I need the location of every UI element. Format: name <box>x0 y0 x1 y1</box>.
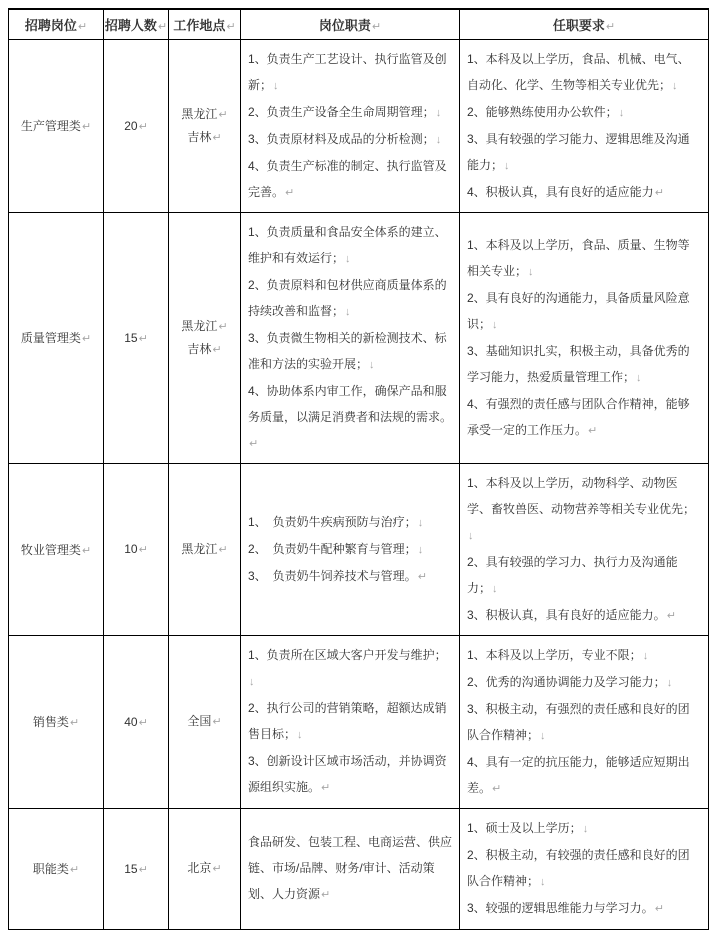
responsibilities-cell <box>241 463 460 635</box>
linebreak-mark: ↓ <box>492 318 498 331</box>
header-location <box>169 9 241 39</box>
position-label: 销售类 <box>32 715 69 729</box>
paragraph <box>248 153 452 206</box>
paragraph-mark: ↵ <box>218 108 228 121</box>
paragraph-text: 3、负责原材料及成品的分析检测； <box>248 131 435 146</box>
paragraph-text: 4、协助体系内审工作，确保产品和服务质量，以满足消费者和法规的需求。 <box>248 383 453 424</box>
position-cell <box>9 808 104 929</box>
paragraph <box>467 470 701 549</box>
responsibilities-cell <box>241 212 460 463</box>
location-label: 黑龙江 <box>181 318 218 333</box>
headcount-value: 10 <box>124 542 138 556</box>
responsibilities-cell <box>241 39 460 212</box>
linebreak-mark: ↓ <box>582 823 589 835</box>
linebreak-mark: ↓ <box>528 265 534 278</box>
linebreak-mark: ↓ <box>273 79 279 92</box>
paragraph-mark: ↵ <box>69 864 80 876</box>
headcount-cell <box>104 39 169 212</box>
linebreak-mark: ↓ <box>618 106 625 119</box>
paragraph <box>248 829 452 908</box>
paragraph-mark: ↵ <box>666 609 676 622</box>
paragraph-text: 4、具有一定的抗压能力，能够适应短期出差。 <box>467 754 690 795</box>
headcount-cell <box>104 635 169 808</box>
linebreak-mark: ↓ <box>672 79 678 92</box>
linebreak-mark: ↓ <box>417 516 424 529</box>
paragraph-mark: ↵ <box>285 186 295 199</box>
paragraph-mark: ↵ <box>417 570 427 583</box>
location-cell <box>169 463 241 635</box>
paragraph-text: 1、负责质量和食品安全体系的建立、维护和有效运行； <box>248 224 447 265</box>
headcount-cell <box>104 463 169 635</box>
paragraph <box>248 536 452 563</box>
header-position-label: 招聘岗位 <box>24 17 77 33</box>
paragraph <box>467 696 701 749</box>
linebreak-mark: ↓ <box>435 106 442 119</box>
paragraph <box>467 99 701 126</box>
linebreak-mark: ↓ <box>297 729 303 741</box>
paragraph <box>467 895 701 922</box>
paragraph-mark: ↵ <box>218 543 228 556</box>
linebreak-mark: ↓ <box>540 876 546 888</box>
location-label: 吉林 <box>187 129 212 144</box>
paragraph <box>248 695 452 748</box>
position-cell <box>9 635 104 808</box>
paragraph-text: 1、本科及以上学历，动物科学、动物医学、畜牧兽医、动物营养等相关专业优先； <box>467 475 696 516</box>
position-cell <box>9 39 104 212</box>
location-line <box>169 103 240 126</box>
headcount-value: 15 <box>124 330 138 345</box>
header-responsibilities-label: 岗位职责 <box>318 17 371 33</box>
paragraph-mark: ↵ <box>138 863 148 876</box>
paragraph-mark: ↵ <box>212 716 222 728</box>
paragraph <box>467 642 701 669</box>
paragraph-mark: ↵ <box>138 120 148 133</box>
paragraph <box>467 842 701 895</box>
position-label: 生产管理类 <box>20 119 81 133</box>
paragraph <box>248 126 452 153</box>
paragraph <box>248 748 452 801</box>
linebreak-mark: ↓ <box>636 371 642 384</box>
paragraph-text: 3、具有较强的学习能力、逻辑思维及沟通能力； <box>467 131 690 172</box>
paragraph-mark: ↵ <box>226 20 236 33</box>
linebreak-mark: ↓ <box>369 358 375 371</box>
headcount-value: 15 <box>124 861 138 876</box>
paragraph <box>467 179 701 206</box>
paragraph-text: 3、积极认真，具有良好的适应能力。 <box>467 607 666 622</box>
linebreak-mark: ↓ <box>492 582 498 595</box>
paragraph-mark: ↵ <box>371 20 382 33</box>
location-label: 北京 <box>187 861 212 875</box>
paragraph-text: 3、较强的逻辑思维能力与学习力。 <box>467 901 654 915</box>
paragraph <box>467 285 701 338</box>
paragraph-mark: ↵ <box>81 544 92 557</box>
requirements-cell <box>460 808 709 929</box>
paragraph-mark: ↵ <box>212 131 222 144</box>
paragraph-text: 2、负责生产设备全生命周期管理； <box>248 104 435 119</box>
location-line <box>169 538 240 561</box>
paragraph <box>248 378 452 457</box>
linebreak-mark: ↓ <box>504 159 510 172</box>
paragraph-text: 3、创新设计区域市场活动，并协调资源组织实施。 <box>248 754 447 794</box>
header-position <box>9 9 104 39</box>
paragraph-text: 3、 负责奶牛饲养技术与管理。 <box>248 568 417 583</box>
paragraph <box>467 549 701 602</box>
linebreak-mark: ↓ <box>249 676 255 688</box>
position-cell <box>9 212 104 463</box>
linebreak-mark: ↓ <box>540 729 546 742</box>
responsibilities-cell <box>241 808 460 929</box>
paragraph-text: 4、有强烈的责任感与团队合作精神，能够承受一定的工作压力。 <box>467 396 690 437</box>
paragraph-text: 3、负责微生物相关的新检测技术、标准和方法的实验开展； <box>248 330 447 371</box>
paragraph <box>248 99 452 126</box>
header-headcount-label: 招聘人数 <box>104 17 157 33</box>
requirements-cell <box>460 635 709 808</box>
paragraph-text: 3、积极主动，有强烈的责任感和良好的团队合作精神； <box>467 701 690 742</box>
table-row <box>9 463 709 635</box>
paragraph <box>467 602 701 629</box>
paragraph-mark: ↵ <box>492 782 502 795</box>
position-label: 牧业管理类 <box>20 542 81 557</box>
paragraph <box>248 219 452 272</box>
linebreak-mark: ↓ <box>435 133 442 146</box>
position-cell <box>9 463 104 635</box>
paragraph-mark: ↵ <box>77 20 88 33</box>
linebreak-mark: ↓ <box>417 543 424 556</box>
paragraph <box>467 46 701 99</box>
paragraph <box>248 325 452 378</box>
paragraph-mark: ↵ <box>138 716 148 729</box>
location-cell <box>169 212 241 463</box>
paragraph <box>467 232 701 285</box>
location-cell <box>169 39 241 212</box>
location-line <box>169 338 240 361</box>
location-label: 黑龙江 <box>181 106 218 121</box>
paragraph-text: 4、负责生产标准的制定、执行监管及完善。 <box>248 158 447 199</box>
paragraph-text: 1、硕士及以上学历； <box>467 821 582 835</box>
table-row <box>9 39 709 212</box>
requirements-cell <box>460 212 709 463</box>
table-row <box>9 635 709 808</box>
header-headcount <box>104 9 169 39</box>
paragraph <box>248 272 452 325</box>
paragraph-mark: ↵ <box>81 121 92 133</box>
location-cell <box>169 635 241 808</box>
requirements-cell <box>460 39 709 212</box>
headcount-cell <box>104 808 169 929</box>
header-row <box>9 9 709 39</box>
paragraph-mark: ↵ <box>321 889 331 901</box>
paragraph-text: 1、 负责奶牛疾病预防与治疗； <box>248 514 417 529</box>
paragraph-mark: ↵ <box>81 333 92 345</box>
recruitment-table <box>8 8 709 930</box>
paragraph-text: 1、本科及以上学历，食品、机械、电气、自动化、化学、生物等相关专业优先； <box>467 51 690 92</box>
headcount-cell <box>104 212 169 463</box>
paragraph-mark: ↵ <box>212 343 222 356</box>
header-requirements <box>460 9 709 39</box>
paragraph <box>467 815 701 842</box>
paragraph-mark: ↵ <box>654 903 664 915</box>
paragraph-text: 3、基础知识扎实，积极主动，具备优秀的学习能力，热爱质量管理工作； <box>467 343 690 384</box>
paragraph-mark: ↵ <box>588 424 598 437</box>
paragraph-text: 食品研发、包装工程、电商运营、供应链、市场/品牌、财务/审计、活动策划、人力资源 <box>248 835 453 901</box>
paragraph <box>467 338 701 391</box>
paragraph <box>248 46 452 99</box>
location-cell <box>169 808 241 929</box>
paragraph-text: 2、 负责奶牛配种繁育与管理； <box>248 541 417 556</box>
paragraph <box>248 642 452 695</box>
paragraph-text: 2、能够熟练使用办公软件； <box>467 104 618 119</box>
paragraph-mark: ↵ <box>138 332 148 345</box>
table-row <box>9 808 709 929</box>
responsibilities-cell <box>241 635 460 808</box>
paragraph-text: 1、本科及以上学历，食品、质量、生物等相关专业； <box>467 237 690 278</box>
paragraph-text: 1、本科及以上学历，专业不限； <box>467 647 642 662</box>
paragraph-text: 1、负责生产工艺设计、执行监管及创新； <box>248 51 447 92</box>
location-line <box>169 315 240 338</box>
paragraph <box>248 563 452 590</box>
header-requirements-label: 任职要求 <box>552 17 605 33</box>
paragraph-mark: ↵ <box>249 437 259 450</box>
position-label: 职能类 <box>32 862 69 876</box>
paragraph <box>467 126 701 179</box>
paragraph-text: 2、具有较强的学习力、执行力及沟通能力； <box>467 554 678 595</box>
location-line <box>169 710 240 733</box>
headcount-value: 20 <box>124 118 138 133</box>
paragraph-text: 2、具有良好的沟通能力，具备质量风险意识； <box>467 290 690 331</box>
paragraph-mark: ↵ <box>69 717 80 729</box>
paragraph-mark: ↵ <box>138 544 148 556</box>
linebreak-mark: ↓ <box>345 252 351 265</box>
paragraph-text: 2、执行公司的营销策略，超额达成销售目标； <box>248 701 447 741</box>
paragraph <box>467 391 701 444</box>
requirements-cell <box>460 463 709 635</box>
paragraph-text: 2、负责原料和包材供应商质量体系的持续改善和监督； <box>248 277 447 318</box>
location-line <box>169 126 240 149</box>
paragraph-mark: ↵ <box>321 782 331 794</box>
paragraph-text: 2、优秀的沟通协调能力及学习能力； <box>467 674 666 689</box>
paragraph-mark: ↵ <box>605 20 616 33</box>
paragraph <box>467 749 701 802</box>
paragraph <box>248 509 452 536</box>
paragraph-mark: ↵ <box>654 186 664 199</box>
paragraph-mark: ↵ <box>157 20 168 33</box>
table-row <box>9 212 709 463</box>
location-label: 吉林 <box>187 341 212 356</box>
paragraph-text: 2、积极主动，有较强的责任感和良好的团队合作精神； <box>467 848 690 888</box>
paragraph-text: 4、积极认真，具有良好的适应能力 <box>467 184 654 199</box>
position-label: 质量管理类 <box>20 331 81 345</box>
headcount-value: 40 <box>124 714 138 729</box>
paragraph <box>467 669 701 696</box>
linebreak-mark: ↓ <box>666 676 673 689</box>
header-responsibilities <box>241 9 460 39</box>
paragraph-mark: ↵ <box>212 863 222 875</box>
linebreak-mark: ↓ <box>642 649 649 662</box>
paragraph-text: 1、负责所在区域大客户开发与维护； <box>248 648 447 662</box>
location-label: 全国 <box>187 714 212 728</box>
linebreak-mark: ↓ <box>468 529 474 542</box>
linebreak-mark: ↓ <box>345 305 351 318</box>
location-label: 黑龙江 <box>181 541 218 556</box>
paragraph-mark: ↵ <box>218 320 228 333</box>
location-line <box>169 857 240 880</box>
header-location-label: 工作地点 <box>173 17 226 33</box>
